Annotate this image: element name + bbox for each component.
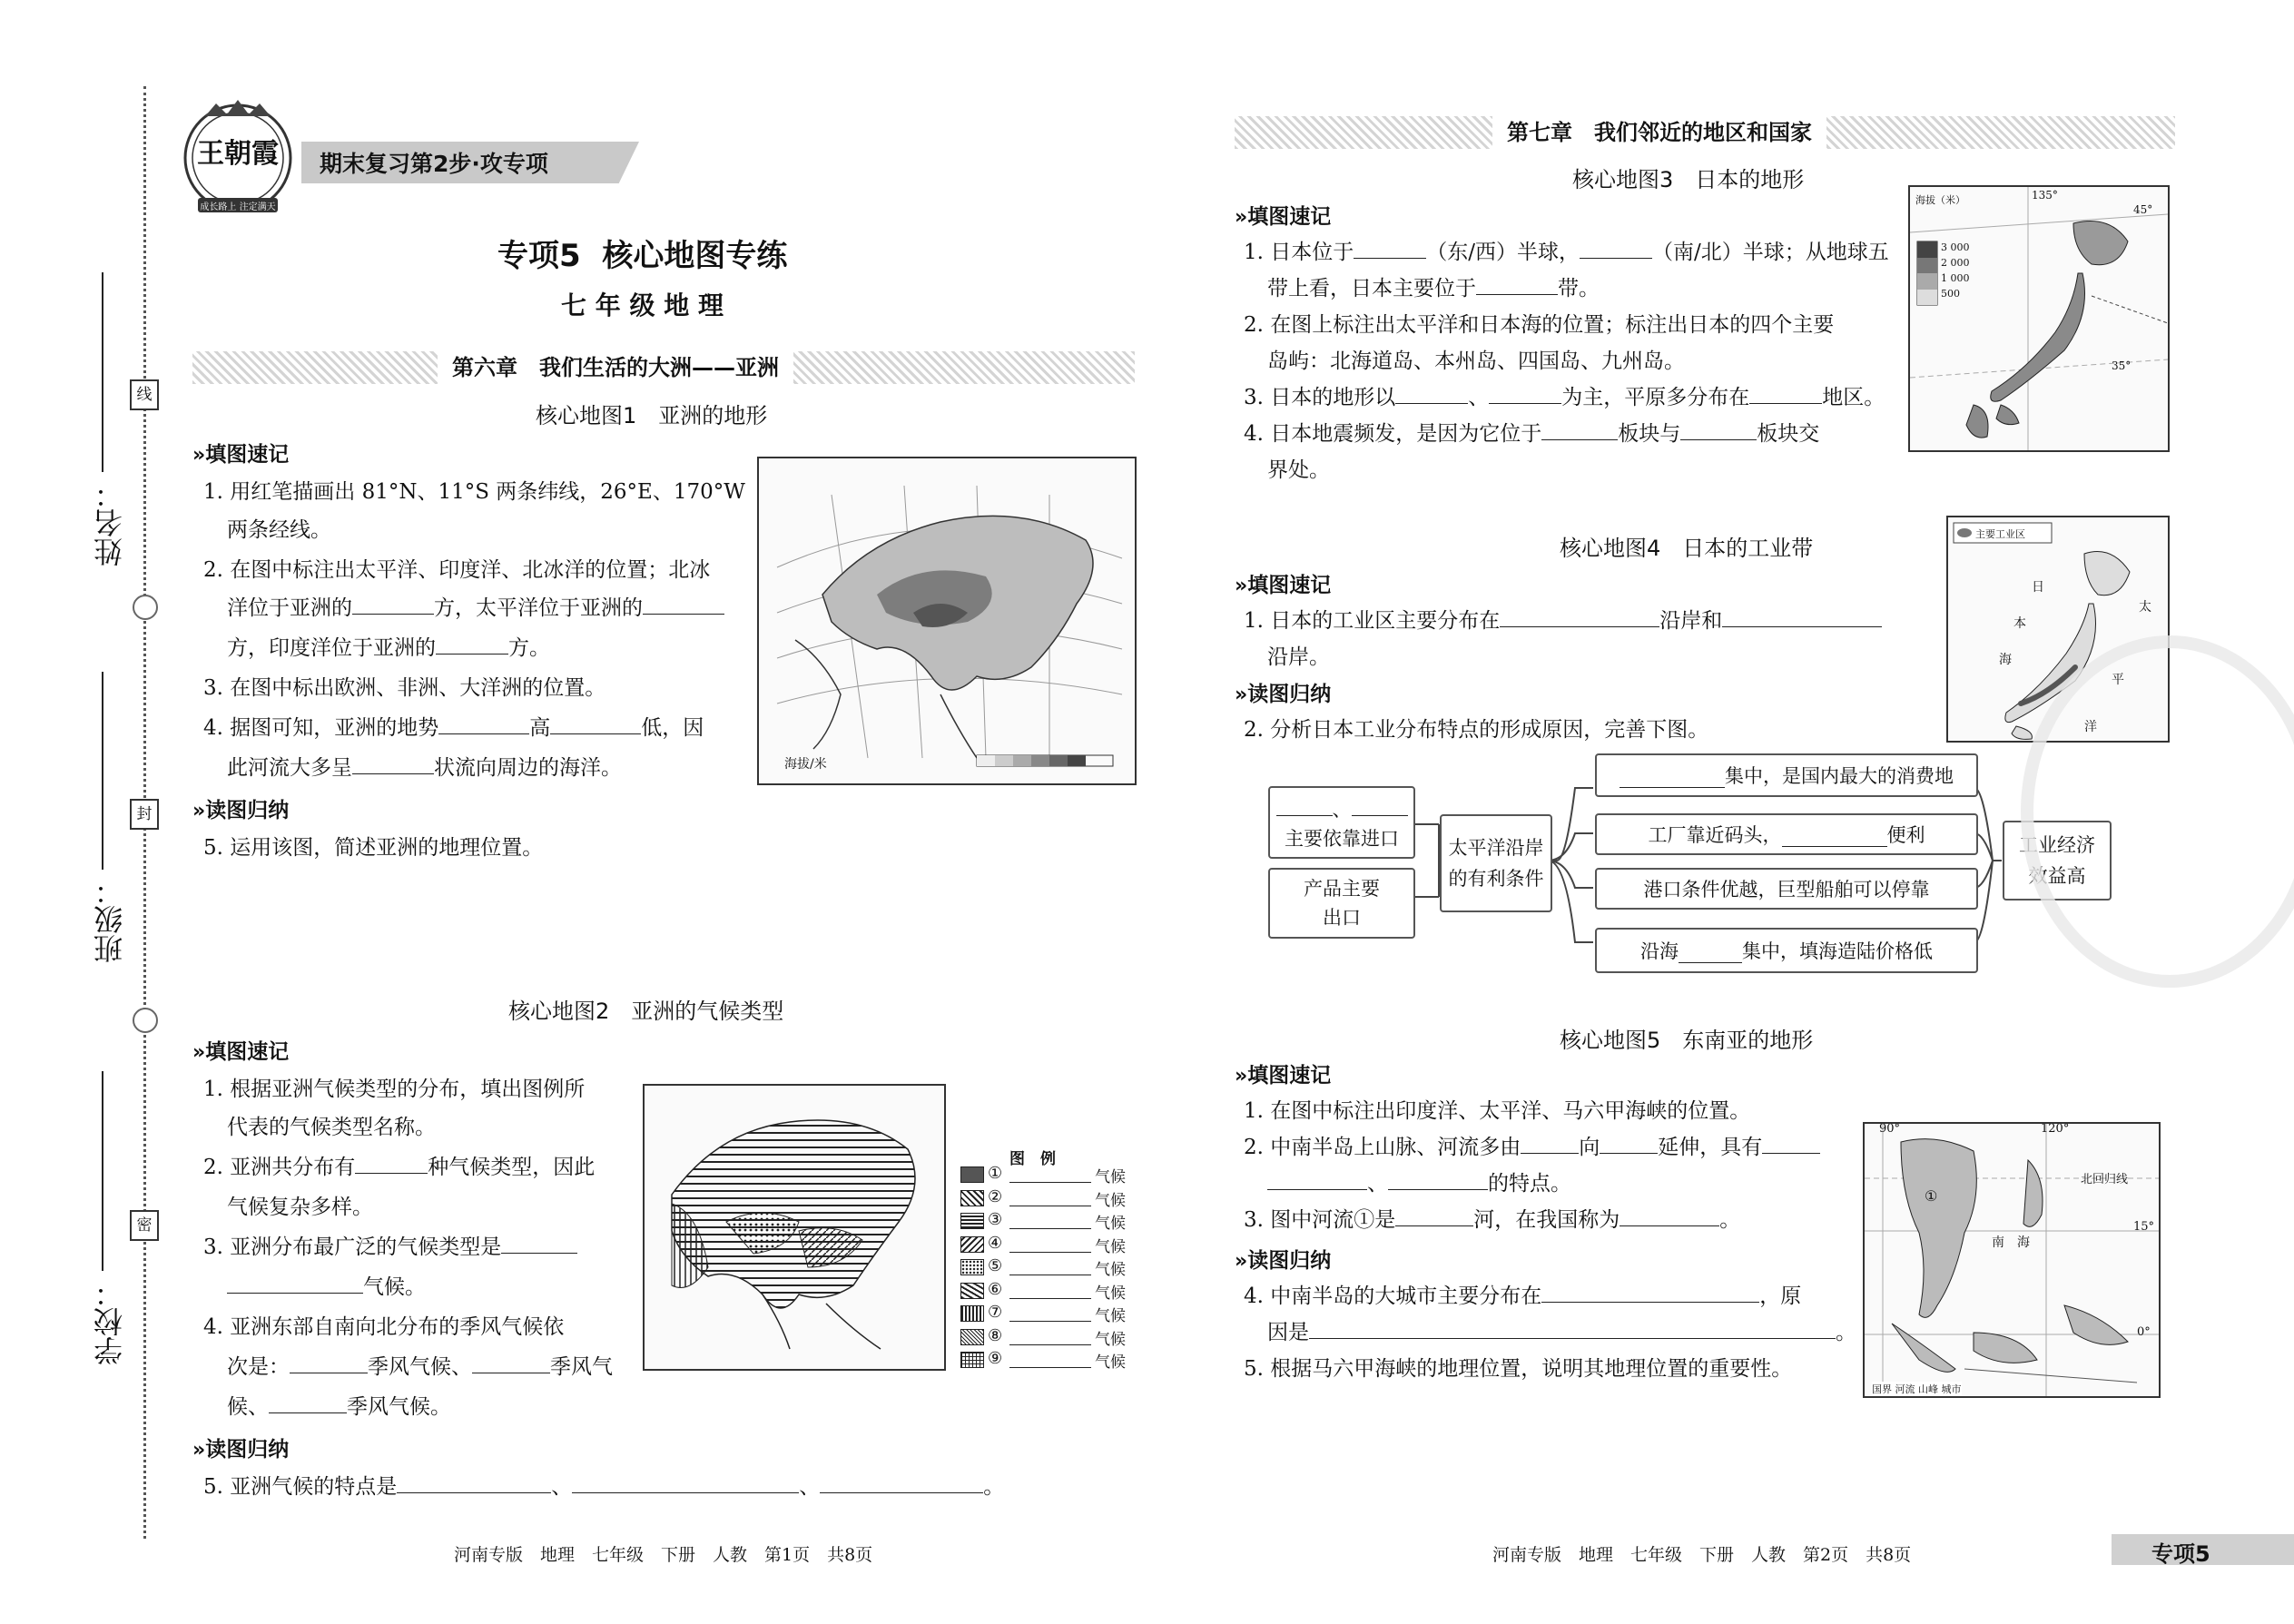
class-field[interactable] bbox=[102, 672, 103, 870]
scissor-icon bbox=[133, 1008, 158, 1033]
map1-q1: 1. 用红笔描画出 81°N、11°S 两条纬线，26°E、170°W bbox=[203, 480, 745, 504]
legend-swatch bbox=[960, 1213, 984, 1229]
map5-label-tropic: 北回归线 bbox=[2081, 1173, 2129, 1186]
answer-blank[interactable] bbox=[1009, 1252, 1091, 1253]
answer-blank[interactable] bbox=[572, 1469, 799, 1493]
answer-blank[interactable] bbox=[1476, 271, 1558, 295]
answer-blank[interactable] bbox=[352, 590, 434, 615]
map3-q3: 3. 日本的地形以 、 为主，平原多分布在 地区。 bbox=[1244, 379, 1885, 416]
map2-q4-line2: 次是： 季风气候、 季风气 bbox=[227, 1349, 613, 1385]
answer-blank[interactable] bbox=[1276, 792, 1333, 816]
flow-box-pacific: 太平洋沿岸 的有利条件 bbox=[1440, 814, 1552, 912]
map2-q2: 2. 亚洲共分布有 种气候类型，因此 bbox=[203, 1149, 595, 1186]
map4-label: 太 bbox=[2139, 600, 2151, 615]
legend-suffix: 气候 bbox=[1095, 1191, 1126, 1210]
map2-q4-line3: 候、 季风气候。 bbox=[227, 1389, 451, 1425]
legend-number: ⑦ bbox=[988, 1303, 1003, 1322]
map4-fill-heading: » 填图速记 bbox=[1235, 574, 1332, 597]
answer-blank[interactable] bbox=[1009, 1344, 1091, 1345]
map2-q3: 3. 亚洲分布最广泛的气候类型是 bbox=[203, 1229, 577, 1265]
answer-blank[interactable] bbox=[472, 1349, 550, 1373]
map5-label-0: 0° bbox=[2137, 1325, 2151, 1339]
legend-suffix: 气候 bbox=[1095, 1330, 1126, 1349]
legend-number: ⑨ bbox=[988, 1349, 1003, 1368]
legend-swatch bbox=[960, 1305, 984, 1322]
map5-label-hai: 海 bbox=[2017, 1235, 2030, 1250]
flow-box-result: 工业经济 效益高 bbox=[2003, 821, 2112, 901]
legend-number: ④ bbox=[988, 1233, 1003, 1253]
map4-title: 核心地图4 日本的工业带 bbox=[1560, 536, 1814, 561]
legend-suffix: 气候 bbox=[1095, 1284, 1126, 1303]
answer-blank[interactable] bbox=[1388, 1166, 1488, 1190]
map1-q2: 2. 在图中标注出太平洋、印度洋、北冰洋的位置；北冰 bbox=[203, 558, 711, 582]
map5-title: 核心地图5 东南亚的地形 bbox=[1560, 1028, 1814, 1053]
legend-swatch bbox=[960, 1329, 984, 1345]
map2-read-heading: » 读图归纳 bbox=[192, 1438, 290, 1462]
map3-label-45: 45° bbox=[2133, 203, 2153, 216]
map1-title: 核心地图1 亚洲的地形 bbox=[536, 403, 768, 428]
map1-q2-line3: 方，印度洋位于亚洲的 方。 bbox=[227, 630, 550, 666]
answer-blank[interactable] bbox=[1541, 1278, 1759, 1303]
page-subtitle: 七 年 级 地 理 bbox=[561, 290, 724, 320]
chapter7-title: 第七章 我们邻近的地区和国家 bbox=[1492, 116, 1826, 149]
flow-box-export: 产品主要 出口 bbox=[1268, 868, 1415, 939]
footer-tag: 专项5 bbox=[2151, 1541, 2210, 1567]
answer-blank[interactable] bbox=[501, 1229, 577, 1254]
chapter7-bar bbox=[1235, 116, 2175, 149]
flow-box-r4: 沿海 集中，填海造陆价格低 bbox=[1595, 928, 1978, 973]
page-title: 专项5 核心地图专练 bbox=[497, 238, 788, 274]
map1-read-heading: » 读图归纳 bbox=[192, 799, 290, 822]
answer-blank[interactable] bbox=[1600, 1129, 1658, 1154]
map5-q3: 3. 图中河流①是 河，在我国称为 。 bbox=[1244, 1202, 1740, 1238]
map5-q4: 4. 中南半岛的大城市主要分布在 ，原 bbox=[1244, 1278, 1801, 1314]
map5-label-river: ① bbox=[1925, 1187, 1938, 1205]
school-label: 学校： bbox=[93, 1278, 127, 1365]
answer-blank[interactable] bbox=[1679, 939, 1742, 963]
asia-terrain-map bbox=[757, 457, 1137, 785]
answer-blank[interactable] bbox=[1352, 792, 1408, 816]
binding-char-feng: 封 bbox=[130, 799, 159, 830]
map2-q1b: 代表的气候类型名称。 bbox=[227, 1116, 436, 1139]
answer-blank[interactable] bbox=[1009, 1367, 1091, 1368]
flow-box-import: 、 主要依靠进口 bbox=[1268, 786, 1415, 859]
map5-label-120: 120° bbox=[2041, 1122, 2070, 1136]
map5-legend: 国界 河流 山峰 城市 bbox=[1872, 1383, 1962, 1395]
map3-q1: 1. 日本位于 （东/西）半球， （南/北）半球；从地球五 bbox=[1244, 234, 1889, 271]
answer-blank[interactable] bbox=[1395, 379, 1468, 404]
answer-blank[interactable] bbox=[1267, 1166, 1367, 1190]
legend-swatch bbox=[960, 1236, 984, 1253]
answer-blank[interactable] bbox=[227, 1269, 363, 1294]
legend-suffix: 气候 bbox=[1095, 1215, 1126, 1233]
map2-q4: 4. 亚洲东部自南向北分布的季风气候依 bbox=[203, 1315, 565, 1339]
map1-q2-line2: 洋位于亚洲的 方，太平洋位于亚洲的 bbox=[227, 590, 724, 626]
map2-q1: 1. 根据亚洲气候类型的分布，填出图例所 bbox=[203, 1078, 586, 1101]
footer-right: 河南专版 地理 七年级 下册 人教 第2页 共8页 bbox=[1492, 1545, 1912, 1565]
legend-number: ① bbox=[988, 1164, 1003, 1183]
map5-label-nan: 南 bbox=[1992, 1235, 2004, 1250]
answer-blank[interactable] bbox=[1541, 416, 1618, 440]
legend-suffix: 气候 bbox=[1095, 1353, 1126, 1372]
answer-blank[interactable] bbox=[820, 1469, 983, 1493]
answer-blank[interactable] bbox=[290, 1349, 368, 1373]
answer-blank[interactable] bbox=[1354, 234, 1426, 259]
class-label: 班级： bbox=[93, 876, 127, 963]
answer-blank[interactable] bbox=[355, 1149, 428, 1174]
map5-q2: 2. 中南半岛上山脉、河流多由 向 延伸，具有 bbox=[1244, 1129, 1820, 1166]
chapter6-title: 第六章 我们生活的大洲——亚洲 bbox=[438, 351, 793, 384]
southeast-asia-map bbox=[1863, 1122, 2161, 1398]
answer-blank[interactable] bbox=[1580, 234, 1652, 259]
map4-legend-label: 主要工业区 bbox=[1975, 528, 2025, 540]
map3-fill-heading: » 填图速记 bbox=[1235, 205, 1332, 229]
legend-suffix: 气候 bbox=[1095, 1168, 1126, 1186]
answer-blank[interactable] bbox=[269, 1389, 347, 1413]
map3-label-35: 35° bbox=[2112, 359, 2132, 372]
map2-q5: 5. 亚洲气候的特点是 、 、 。 bbox=[203, 1469, 1004, 1505]
legend-number: ② bbox=[988, 1186, 1003, 1206]
map4-label: 平 bbox=[2112, 673, 2124, 687]
brand-name: 王朝霞 bbox=[197, 138, 279, 170]
legend-suffix: 气候 bbox=[1095, 1261, 1126, 1279]
ribbon-text: 期末复习第2步·攻专项 bbox=[320, 151, 548, 177]
legend-number: ③ bbox=[988, 1210, 1003, 1229]
map1-q4: 4. 据图可知，亚洲的地势 高 低，因 bbox=[203, 710, 704, 746]
answer-blank[interactable] bbox=[1009, 1228, 1091, 1229]
flow-box-r3: 港口条件优越，巨型船舶可以停靠 bbox=[1595, 868, 1978, 910]
binding-char-xian: 线 bbox=[130, 379, 159, 410]
map2-q3-line2: 气候。 bbox=[227, 1269, 426, 1305]
map3-q4-line2: 界处。 bbox=[1267, 458, 1330, 482]
legend-swatch bbox=[960, 1283, 984, 1299]
map3-label-135: 135° bbox=[2032, 189, 2058, 202]
map3-q4: 4. 日本地震频发，是因为它位于 板块与 板块交 bbox=[1244, 416, 1819, 452]
answer-blank[interactable] bbox=[397, 1469, 551, 1493]
watermark-seal bbox=[2021, 635, 2294, 988]
map3-legend-values: 3 000 2 000 1 000 500 bbox=[1941, 241, 1970, 300]
map5-q2-line2: 、 的特点。 bbox=[1267, 1166, 1571, 1202]
map1-q4-line2: 此河流大多呈 状流向周边的海洋。 bbox=[227, 750, 622, 786]
footer-left: 河南专版 地理 七年级 下册 人教 第1页 共8页 bbox=[454, 1545, 873, 1565]
answer-blank[interactable] bbox=[1500, 603, 1659, 627]
map4-q1: 1. 日本的工业区主要分布在 沿岸和 bbox=[1244, 603, 1882, 639]
answer-blank[interactable] bbox=[1782, 822, 1887, 847]
answer-blank[interactable] bbox=[1009, 1298, 1091, 1299]
map2-q2-line2: 气候复杂多样。 bbox=[227, 1196, 373, 1219]
answer-blank[interactable] bbox=[1749, 379, 1822, 404]
legend-swatch bbox=[960, 1166, 984, 1183]
binding-char-mi: 密 bbox=[130, 1210, 159, 1241]
map4-label: 海 bbox=[1999, 653, 2012, 667]
flow-box-r1: 集中，是国内最大的消费地 bbox=[1595, 753, 1978, 797]
map5-read-heading: » 读图归纳 bbox=[1235, 1249, 1332, 1273]
map4-q1-line2: 沿岸。 bbox=[1267, 645, 1330, 669]
map3-q2: 2. 在图上标注出太平洋和日本海的位置；标注出日本的四个主要 bbox=[1244, 313, 1835, 337]
map4-label: 洋 bbox=[2084, 720, 2097, 734]
brand-logo bbox=[180, 98, 296, 214]
answer-blank[interactable] bbox=[1521, 1129, 1579, 1154]
map2-legend-title: 图 例 bbox=[1009, 1150, 1056, 1168]
legend-suffix: 气候 bbox=[1095, 1307, 1126, 1325]
answer-blank[interactable] bbox=[1309, 1314, 1836, 1339]
answer-blank[interactable] bbox=[1762, 1129, 1820, 1154]
answer-blank[interactable] bbox=[643, 590, 724, 615]
answer-blank[interactable] bbox=[1009, 1321, 1091, 1322]
legend-suffix: 气候 bbox=[1095, 1237, 1126, 1256]
map1-q5: 5. 运用该图，简述亚洲的地理位置。 bbox=[203, 836, 544, 860]
map5-label-90: 90° bbox=[1879, 1122, 1901, 1136]
map2-title: 核心地图2 亚洲的气候类型 bbox=[508, 999, 784, 1024]
flow-box-r2: 工厂靠近码头， 便利 bbox=[1595, 813, 1978, 855]
map5-q1: 1. 在图中标注出印度洋、太平洋、马六甲海峡的位置。 bbox=[1244, 1099, 1751, 1123]
map4-read-heading: » 读图归纳 bbox=[1235, 683, 1332, 706]
legend-swatch bbox=[960, 1352, 984, 1368]
answer-blank[interactable] bbox=[1489, 379, 1561, 404]
map4-q2: 2. 分析日本工业分布特点的形成原因，完善下图。 bbox=[1244, 718, 1709, 742]
answer-blank[interactable] bbox=[1395, 1202, 1473, 1226]
map5-label-15: 15° bbox=[2133, 1220, 2155, 1234]
answer-blank[interactable] bbox=[1680, 416, 1757, 440]
chapter6-bar bbox=[192, 351, 1135, 384]
brand-slogan: 成长路上 注定满天 bbox=[200, 202, 276, 212]
japan-terrain-map bbox=[1908, 185, 2170, 452]
scissor-icon bbox=[133, 595, 158, 620]
answer-blank[interactable] bbox=[1620, 1202, 1719, 1226]
map3-label-scale: 海拔（米） bbox=[1915, 194, 1965, 206]
map1-q1b: 两条经线。 bbox=[227, 518, 331, 542]
answer-blank[interactable] bbox=[438, 710, 529, 734]
legend-swatch bbox=[960, 1259, 984, 1275]
map1-q3: 3. 在图中标出欧洲、非洲、大洋洲的位置。 bbox=[203, 676, 606, 700]
map3-title: 核心地图3 日本的地形 bbox=[1572, 167, 1805, 192]
map1-legend-label: 海拔/米 bbox=[784, 757, 827, 772]
legend-swatch bbox=[960, 1190, 984, 1206]
map5-q5: 5. 根据马六甲海峡的地理位置，说明其地理位置的重要性。 bbox=[1244, 1357, 1793, 1381]
name-field[interactable] bbox=[102, 272, 103, 472]
name-label: 姓名： bbox=[93, 479, 127, 566]
answer-blank[interactable] bbox=[550, 710, 641, 734]
map5-q4-line2: 因是 。 bbox=[1267, 1314, 1856, 1351]
map3-q2-line2: 岛屿：北海道岛、本州岛、四国岛、九州岛。 bbox=[1267, 349, 1685, 373]
answer-blank[interactable] bbox=[1620, 763, 1725, 788]
answer-blank[interactable] bbox=[1009, 1182, 1091, 1183]
map2-fill-heading: » 填图速记 bbox=[192, 1040, 290, 1064]
school-field[interactable] bbox=[102, 1071, 103, 1271]
legend-number: ⑥ bbox=[988, 1279, 1003, 1299]
answer-blank[interactable] bbox=[436, 630, 508, 655]
answer-blank[interactable] bbox=[352, 750, 434, 774]
answer-blank[interactable] bbox=[1722, 603, 1882, 627]
legend-number: ⑤ bbox=[988, 1256, 1003, 1275]
map4-label: 本 bbox=[2013, 616, 2026, 631]
legend-number: ⑧ bbox=[988, 1325, 1003, 1345]
map5-fill-heading: » 填图速记 bbox=[1235, 1064, 1332, 1088]
map1-fill-heading: » 填图速记 bbox=[192, 443, 290, 467]
asia-climate-map bbox=[643, 1084, 946, 1371]
map4-label: 日 bbox=[2032, 580, 2044, 595]
map3-q1-line2: 带上看，日本主要位于 带。 bbox=[1267, 271, 1600, 307]
